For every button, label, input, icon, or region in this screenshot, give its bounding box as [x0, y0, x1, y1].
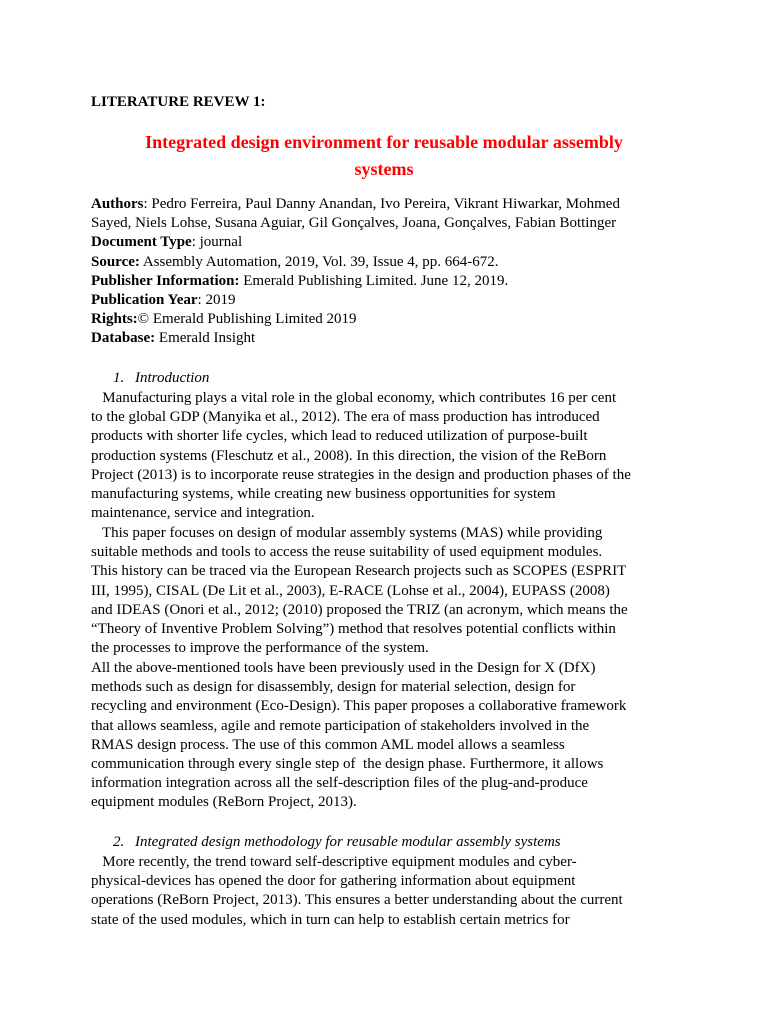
- paper-title-line-2: systems: [354, 159, 414, 179]
- publisher-value: Emerald Publishing Limited. June 12, 2019.: [239, 272, 509, 289]
- text-line: and IDEAS (Onori et al., 2012; (2010) proposed the TRIZ (an acronym, which means the: [91, 601, 628, 618]
- section-2-number: 2.: [113, 834, 125, 850]
- text-line: products with shorter life cycles, which lead to reduced utilization of purpose-built: [91, 428, 588, 445]
- intro-paragraph-3: [91, 659, 683, 813]
- text-line: recycling and environment (Eco-Design). This paper proposes a collaborative framework: [91, 698, 627, 715]
- text-line: RMAS design process. The use of this common AML model allows a seamless: [91, 736, 565, 753]
- rights: [91, 310, 683, 329]
- database-label: Database:: [91, 330, 156, 347]
- text-line: information integration across all the self-description files of the plug-and-produce: [91, 775, 588, 792]
- authors-line-1: [91, 195, 683, 214]
- text-line: manufacturing systems, while creating new business opportunities for system: [91, 486, 556, 503]
- intro-paragraph-1: [91, 389, 683, 523]
- document-type: [91, 233, 683, 252]
- text-line: production systems (Fleschutz et al., 2008). In this direction, the vision of the ReBorn: [91, 447, 607, 464]
- text-line: This history can be traced via the European Research projects such as SCOPES (ESPRIT: [91, 563, 627, 580]
- text-line: the processes to improve the performance of the system.: [91, 640, 429, 657]
- text-line: state of the used modules, which in turn can help to establish certain metrics for: [91, 911, 570, 928]
- publication-year-value: : 2019: [197, 292, 236, 309]
- literature-review-heading: LITERATURE REVEW 1:: [91, 94, 266, 110]
- text-line: methods such as design for disassembly, design for material selection, design for: [91, 679, 576, 696]
- text-line: to the global GDP (Manyika et al., 2012). The era of mass production has introduced: [91, 409, 600, 426]
- publication-year-label: Publication Year: [91, 292, 198, 309]
- text-line: All the above-mentioned tools have been previously used in the Design for X (DfX): [91, 660, 596, 676]
- text-line: operations (ReBorn Project, 2013). This ensures a better understanding about the current: [91, 892, 623, 909]
- text-line: “Theory of Inventive Problem Solving”) method that resolves potential conflicts within: [91, 621, 616, 638]
- authors-label: Authors: [91, 196, 144, 212]
- source-value: Assembly Automation, 2019, Vol. 39, Issue 4, pp. 664-672.: [139, 253, 499, 270]
- intro-paragraph-2: [91, 524, 683, 658]
- document-type-value: : journal: [191, 234, 243, 251]
- section-2-heading: [113, 834, 561, 851]
- publisher-label: Publisher Information:: [91, 272, 240, 289]
- text-line: physical-devices has opened the door for gathering information about equipment: [91, 873, 576, 890]
- paper-title: [91, 129, 677, 183]
- database: [91, 329, 683, 348]
- publisher-information: [91, 272, 683, 291]
- text-line: that allows seamless, agile and remote participation of stakeholders involved in the: [91, 717, 590, 734]
- text-line: Manufacturing plays a vital role in the global economy, which contributes 16 per cent: [91, 390, 617, 406]
- source: [91, 253, 683, 272]
- section-1-heading: [113, 370, 209, 387]
- document-type-label: Document Type: [91, 234, 192, 251]
- text-line: Project (2013) is to incorporate reuse strategies in the design and production phases of the: [91, 466, 631, 483]
- citation-metadata: [91, 195, 683, 349]
- rights-value: © Emerald Publishing Limited 2019: [137, 311, 357, 328]
- text-line: communication through every single step of the design phase. Furthermore, it allows: [91, 756, 604, 773]
- publication-year: [91, 291, 683, 310]
- section-2-paragraph-1: [91, 853, 683, 930]
- text-line: equipment modules (ReBorn Project, 2013).: [91, 794, 357, 811]
- authors-line-2: Sayed, Niels Lohse, Susana Aguiar, Gil Gonçalves, Joana, Gonçalves, Fabian Bottinger: [91, 215, 617, 232]
- section-1-title: Introduction: [135, 370, 210, 386]
- text-line: maintenance, service and integration.: [91, 505, 315, 522]
- database-value: Emerald Insight: [155, 330, 256, 347]
- text-line: More recently, the trend toward self-descriptive equipment modules and cyber-: [91, 854, 577, 870]
- text-line: suitable methods and tools to access the reuse suitability of used equipment modules.: [91, 544, 603, 561]
- text-line: III, 1995), CISAL (De Lit et al., 2003), E-RACE (Lohse et al., 2004), EUPASS (2008): [91, 582, 610, 599]
- source-label: Source:: [91, 253, 140, 270]
- section-2-title: Integrated design methodology for reusable modular assembly systems: [135, 834, 561, 850]
- text-line: This paper focuses on design of modular assembly systems (MAS) while providing: [91, 525, 603, 541]
- paper-title-line-1: Integrated design environment for reusable modular assembly: [145, 132, 623, 152]
- rights-label: Rights:: [91, 311, 138, 328]
- section-1-number: 1.: [113, 370, 125, 386]
- authors-value: : Pedro Ferreira, Paul Danny Anandan, Ivo Pereira, Vikrant Hiwarkar, Mohmed: [143, 196, 620, 212]
